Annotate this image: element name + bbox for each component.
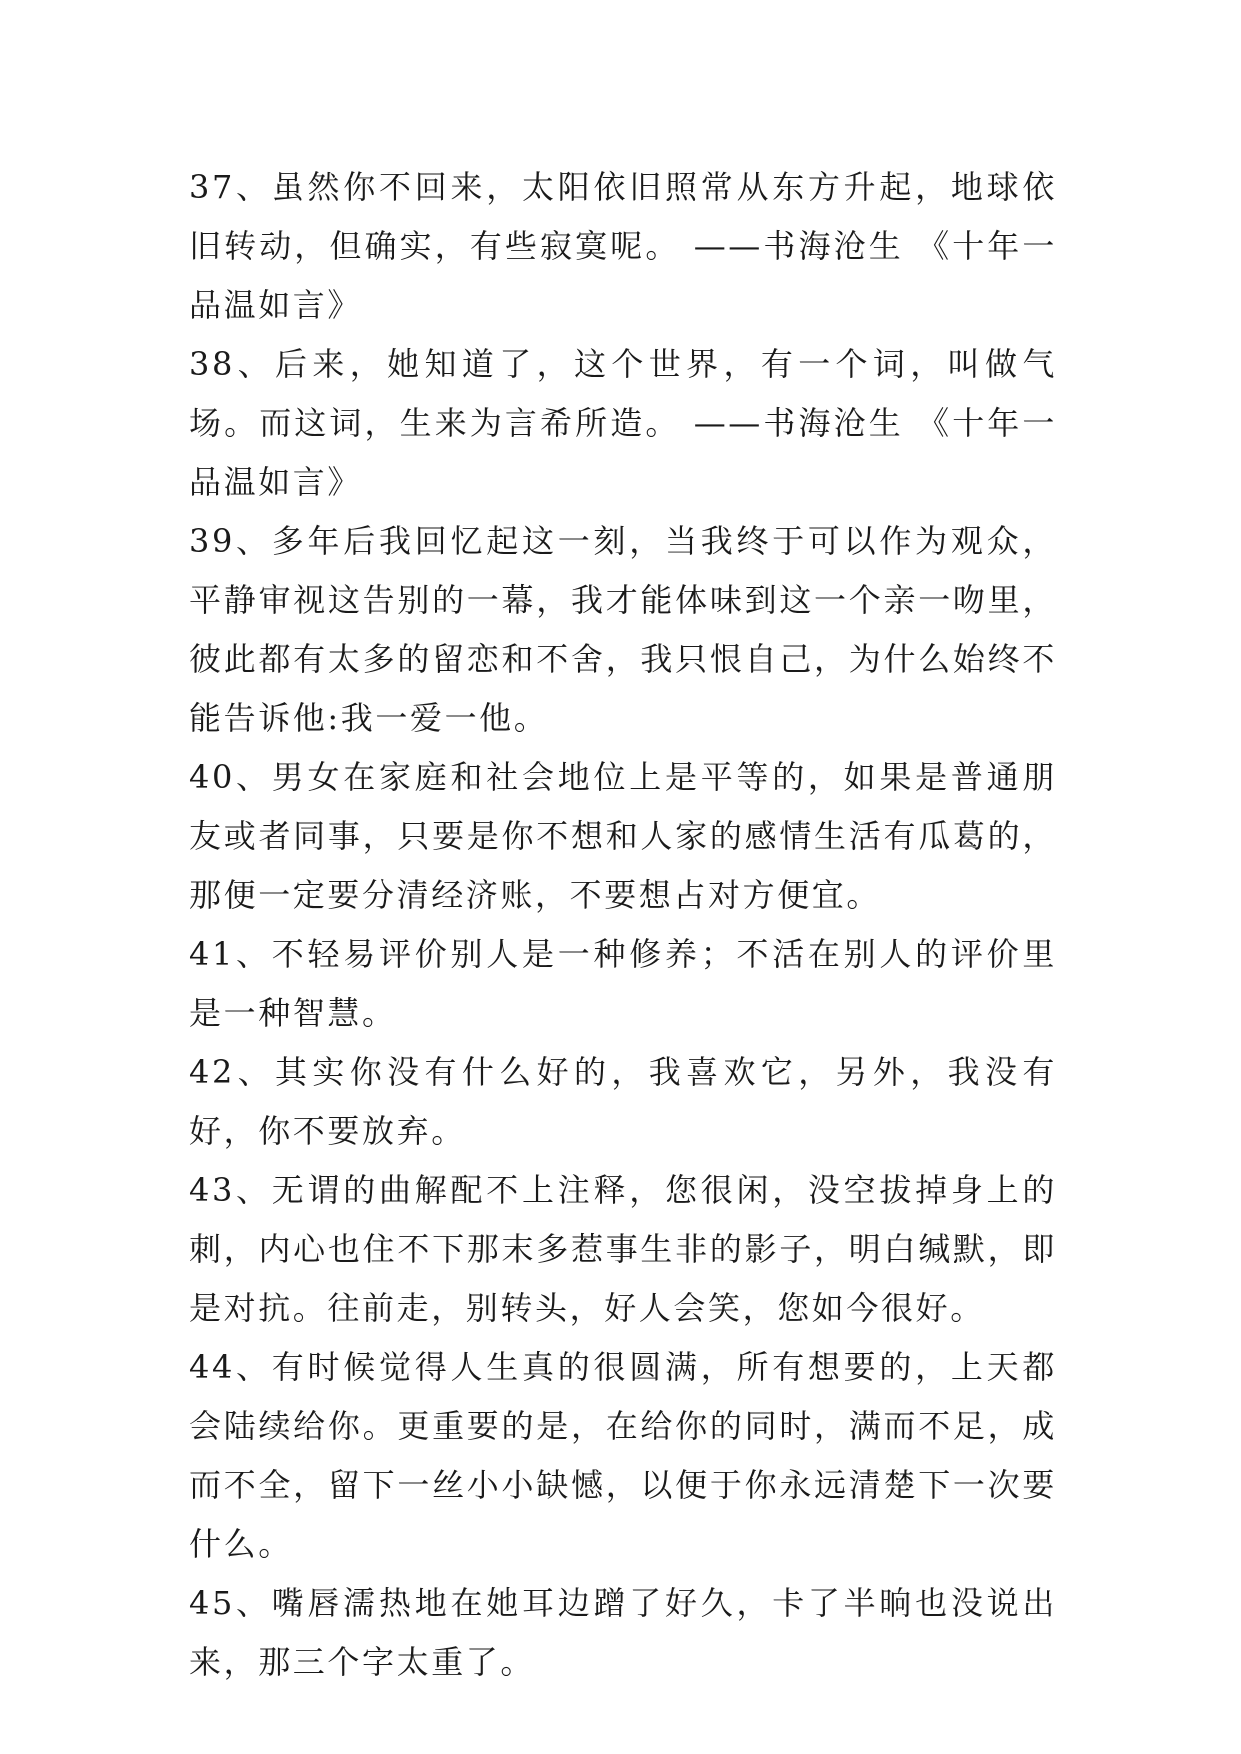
quote-entry-40: 40、男女在家庭和社会地位上是平等的，如果是普通朋友或者同事，只要是你不想和人家的感情生活有瓜葛的，那便一定要分清经济账，不要想占对方便宜。 (189, 758, 1057, 914)
quote-entry-39: 39、多年后我回忆起这一刻，当我终于可以作为观众，平静审视这告别的一幕，我才能体味到这一个亲一吻里，彼此都有太多的留恋和不舍，我只恨自己，为什么始终不能告诉他:我一爱一他。 (189, 522, 1057, 737)
quote-entry-38: 38、后来，她知道了，这个世界，有一个词，叫做气场。而这词，生来为言希所造。 ——书海沧生 《十年一品温如言》 (189, 345, 1057, 501)
quote-entry-43: 43、无谓的曲解配不上注释，您很闲，没空拔掉身上的刺，内心也住不下那末多惹事生非的影子，明白缄默，即是对抗。往前走，别转头，好人会笑，您如今很好。 (189, 1171, 1057, 1327)
quote-entry-45: 45、嘴唇濡热地在她耳边蹭了好久，卡了半晌也没说出来，那三个字太重了。 (189, 1584, 1057, 1681)
document-body (189, 158, 1057, 1692)
quote-entry-42: 42、其实你没有什么好的，我喜欢它，另外，我没有好，你不要放弃。 (189, 1053, 1057, 1150)
quote-entry-41: 41、不轻易评价别人是一种修养；不活在别人的评价里是一种智慧。 (189, 935, 1057, 1032)
quote-entry-44: 44、有时候觉得人生真的很圆满，所有想要的，上天都会陆续给你。更重要的是，在给你的同时，满而不足，成而不全，留下一丝小小缺憾，以便于你永远清楚下一次要什么。 (189, 1348, 1057, 1563)
quote-entry-37: 37、虽然你不回来，太阳依旧照常从东方升起，地球依旧转动，但确实，有些寂寞呢。 ——书海沧生 《十年一品温如言》 (189, 168, 1057, 324)
